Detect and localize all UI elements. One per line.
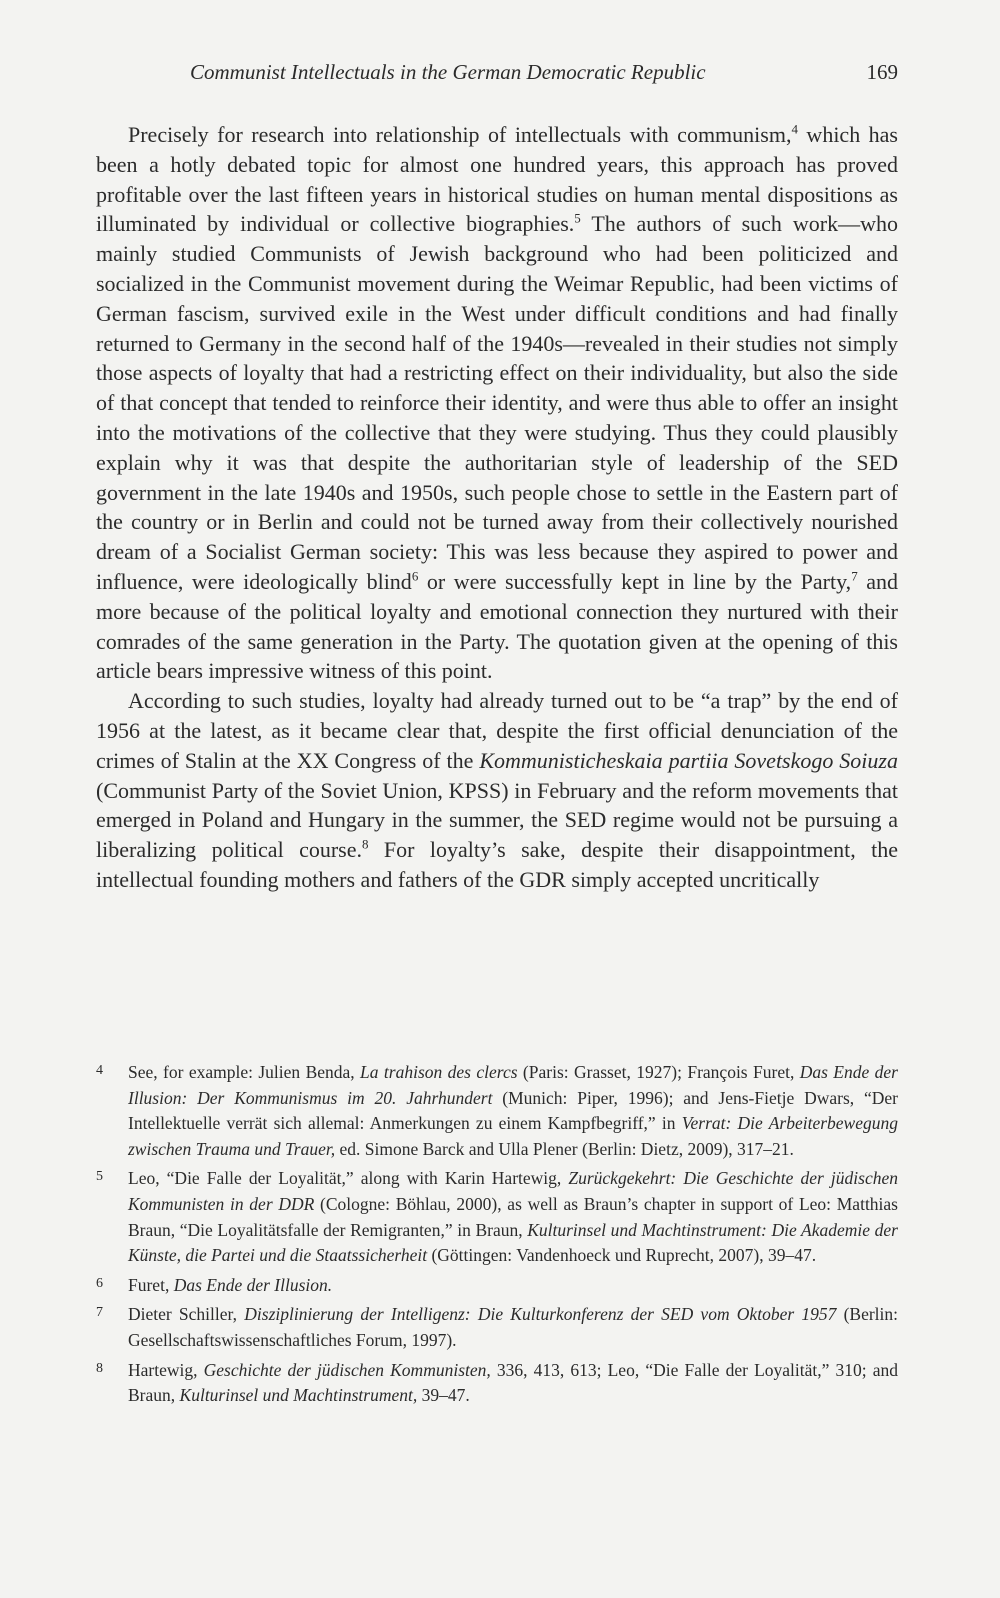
footnote-4 — [96, 1060, 898, 1162]
text-run: or were successfully kept in line by the Party, — [418, 568, 852, 594]
text-run: (Cologne: Böhlau, 2000), as well as Braun’s chapter in support of Leo: Matthias Braun, “Die Loyalitätsfalle der Remigranten,” in Braun, — [128, 1193, 898, 1240]
italic-run: Das Ende der Illusion: Der Kommunismus im 20. Jahrhundert — [128, 1062, 898, 1108]
running-title: Communist Intellectuals in the German Democratic Republic — [190, 60, 706, 84]
text-run: Furet, — [128, 1274, 174, 1295]
paragraph-1 — [96, 120, 898, 686]
text-run: (Berlin: Gesellschaftswissenschaftliches Forum, 1997). — [128, 1304, 899, 1350]
footnote-ref-7: 7 — [851, 568, 858, 584]
text-run: For loyalty’s sake, despite their disappointment, the intellectual founding mothers and fathers of the GDR simply accepted uncritically — [96, 837, 898, 892]
text-run: (Göttingen: Vandenhoeck und Ruprecht, 2007), 39–47. — [427, 1245, 817, 1266]
footnote-6 — [96, 1273, 898, 1299]
italic-run: Kulturinsel und Machtinstrument, — [179, 1385, 418, 1406]
text-run: and more because of the political loyalty and emotional connection they nurtured with their comrades of the same generation in the Party. The quotation given at the opening of this article bears impressive witness of this point. — [96, 568, 898, 684]
footnote-7 — [96, 1302, 898, 1353]
footnote-number: 8 — [96, 1360, 103, 1376]
text-run: (Munich: Piper, 1996); and Jens-Fietje Dwars, “Der Intellektuelle verrät sich allemal: Anmerkungen zu einem Kampfbegriff,” in — [128, 1087, 898, 1134]
footnote-number: 5 — [96, 1169, 103, 1185]
text-run: Hartewig, — [128, 1359, 204, 1380]
text-run: 39–47. — [417, 1385, 470, 1406]
footnote-number: 6 — [96, 1275, 103, 1291]
text-run: Leo, “Die Falle der Loyalität,” along with Karin Hartewig, — [128, 1168, 569, 1189]
footnote-ref-8: 8 — [362, 836, 369, 852]
italic-run: Das Ende der Illusion. — [173, 1274, 333, 1295]
footnote-number: 4 — [96, 1063, 103, 1078]
footnotes — [96, 1060, 898, 1413]
italic-run: Kulturinsel und Machtinstrument: Die Akademie der Künste, die Partei und die Staatssicherheit — [128, 1219, 898, 1266]
footnote-ref-5: 5 — [574, 211, 581, 227]
text-run: The authors of such work—who mainly studied Communists of Jewish background who had been politicized and socialized in the Communist movement during the Weimar Republic, had been victims of German fascism, survived exile in the West under difficult conditions and had finally returned to Germany in the second half of the 1940s—revealed in their studies not simply those aspects of loyalty that had a restricting effect on their individuality, but also the side of that concept that tended to reinforce their identity, and were thus able to offer an insight into the motivations of the collective that they were studying. Thus they could plausibly explain why it was that despite the authoritarian style of leadership of the SED government in the late 1940s and 1950s, such people chose to settle in the Eastern part of the country or in Berlin and could not be turned away from their collectively nourished dream of a Socialist German society: This was less because they aspired to power and influence, were ideologically blind — [96, 211, 898, 594]
italic-run: Kommunisticheskaia partiia Sovetskogo Soiuza — [479, 747, 898, 773]
footnote-8 — [96, 1358, 898, 1409]
text-run: 336, 413, 613; Leo, “Die Falle der Loyalität,” 310; and Braun, — [128, 1359, 899, 1406]
text-run: According to such studies, loyalty had already turned out to be “a trap” by the end of 1956 at the latest, as it became clear that, despite the first official denunciation of the crimes of Stalin at the XX Congress of the — [96, 688, 898, 773]
text-run: ed. Simone Barck and Ulla Plener (Berlin: Dietz, 2009), 317–21. — [335, 1138, 794, 1159]
text-run: See, for example: Julien Benda, — [128, 1062, 361, 1082]
italic-run: La trahison des clercs — [360, 1062, 518, 1082]
footnote-ref-4: 4 — [791, 121, 798, 137]
text-run: which has been a hotly debated topic for almost one hundred years, this approach has proved profitable over the last fifteen years in historical studies on human mental dispositions as illuminated by individual or collective biographies. — [96, 122, 898, 237]
italic-run: Disziplinierung der Intelligenz: Die Kulturkonferenz der SED vom Oktober 1957 — [244, 1304, 837, 1325]
paragraph-2 — [96, 686, 898, 895]
body-text — [96, 120, 898, 895]
italic-run: Zurückgekehrt: Die Geschichte der jüdischen Kommunisten in der DDR — [128, 1168, 899, 1214]
running-header — [96, 60, 898, 90]
footnote-5 — [96, 1166, 898, 1268]
text-run: Dieter Schiller, — [128, 1304, 245, 1325]
italic-run: Verrat: Die Arbeiterbewegung zwischen Trauma und Trauer, — [128, 1113, 898, 1159]
page-number: 169 — [866, 60, 898, 84]
italic-run: Geschichte der jüdischen Kommunisten, — [203, 1359, 491, 1380]
text-run: (Communist Party of the Soviet Union, KPSS) in February and the reform movements that emerged in Poland and Hungary in the summer, the SED regime would not be pursuing a liberalizing political course. — [96, 777, 898, 863]
footnote-ref-6: 6 — [411, 568, 419, 584]
footnote-number: 7 — [96, 1305, 103, 1321]
text-run: Precisely for research into relationship of intellectuals with communism, — [128, 122, 792, 147]
text-run: (Paris: Grasset, 1927); François Furet, — [517, 1062, 800, 1082]
